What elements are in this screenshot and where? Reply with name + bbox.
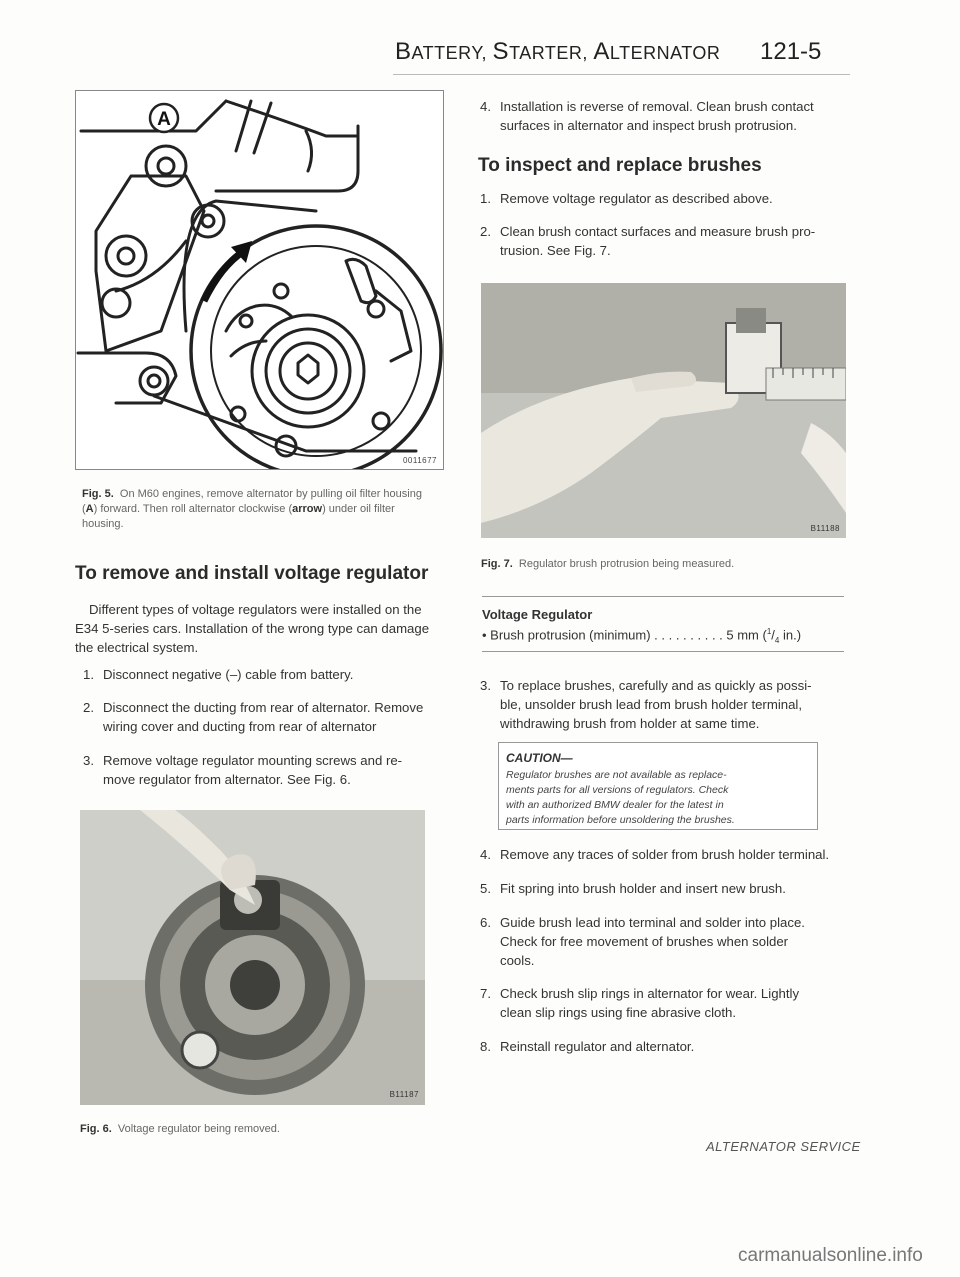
left-step-1: 1. Disconnect negative (–) cable from battery. (83, 667, 354, 682)
right-step-8-reinstall: 8. Reinstall regulator and alternator. (480, 1039, 695, 1054)
left-step-2: 2. Disconnect the ducting from rear of alternator. Remove wiring cover and ducting from rear of alternator (83, 700, 424, 734)
section-heading-brushes: To inspect and replace brushes (478, 155, 762, 176)
right-step-7-slip-rings: 7. Check brush slip rings in alternator for wear. Lightly clean slip rings using fine abrasive cloth. (480, 986, 800, 1020)
spec-title: Voltage Regulator (482, 607, 593, 622)
left-step-3: 3. Remove voltage regulator mounting screws and re- move regulator from alternator. See Fig. 6. (83, 753, 403, 787)
right-step-2-clean: 2. Clean brush contact surfaces and measure brush pro- trusion. See Fig. 7. (480, 224, 816, 258)
figure-5-drawing (75, 90, 444, 470)
callout-a-label: A (157, 109, 171, 130)
figure-7-code: B11188 (810, 524, 840, 533)
figure-6-photo (80, 810, 425, 1105)
watermark-text: carmanualsonline.info (738, 1245, 923, 1266)
spec-top-rule (482, 596, 844, 597)
right-step-5-spring: 5. Fit spring into brush holder and insert new brush. (480, 881, 786, 896)
alternator-line-drawing (76, 91, 443, 469)
caution-title: CAUTION— (506, 751, 573, 765)
right-step-4-solder: 4. Remove any traces of solder from brush holder terminal. (480, 847, 830, 862)
figure-7-photo (481, 283, 846, 538)
spec-bottom-rule (482, 651, 844, 652)
header-divider (393, 74, 850, 75)
running-header-title: BATTERY, STARTER, ALTERNATOR (395, 38, 721, 65)
regulator-removal-image (80, 810, 425, 1105)
figure-6-code: B11187 (389, 1090, 419, 1099)
figure-6-caption: Fig. 6. Voltage regulator being removed. (80, 1123, 280, 1135)
right-step-4-install: 4. Installation is reverse of removal. Clean brush contact surfaces in alternator and inspect brush protrusion. (480, 99, 814, 133)
footer-section-title: ALTERNATOR SERVICE (706, 1139, 861, 1154)
figure-7-caption: Fig. 7. Regulator brush protrusion being measured. (481, 558, 735, 570)
page-number: 121-5 (760, 38, 822, 65)
figure-5-caption: Fig. 5. On M60 engines, remove alternator by pulling oil filter housing (A) forward. Then roll alternator clockwise (arrow) under oil filter housing. (82, 488, 422, 530)
spec-brush-protrusion: • Brush protrusion (minimum) . . . . . . . . . . 5 mm ($^1/_4$ in.) (482, 627, 802, 645)
right-step-3-replace: 3. To replace brushes, carefully and as quickly as possi- ble, unsolder brush lead from brush holder terminal, withdrawing brush from holder at same time. (480, 678, 812, 731)
brush-measurement-image (481, 283, 846, 538)
rotation-arrow (204, 251, 244, 301)
caution-box (498, 742, 818, 830)
intro-paragraph: Different types of voltage regulators were installed on the E34 5-series cars. Installation of the wrong type can damage the electrical system. (75, 602, 430, 655)
caution-text: Regulator brushes are not available as replace- ments parts for all versions of regulators. Check with an authorized BMW dealer for the latest in parts information before unsoldering the brushes. (506, 769, 735, 826)
right-step-6-guide: 6. Guide brush lead into terminal and solder into place. Check for free movement of brushes when solder cools. (480, 915, 805, 968)
right-step-1-remove: 1. Remove voltage regulator as described above. (480, 191, 773, 206)
figure-5-code: 0011677 (402, 456, 437, 465)
section-heading-voltage-regulator: To remove and install voltage regulator (75, 563, 429, 584)
